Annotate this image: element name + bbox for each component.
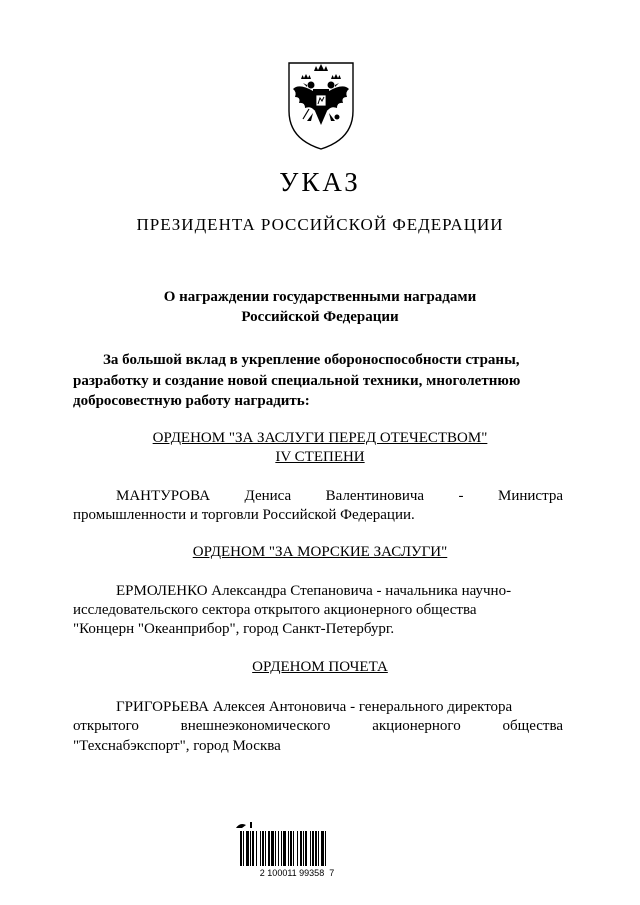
award-heading: ОРДЕНОМ "ЗА МОРСКИЕ ЗАСЛУГИ" xyxy=(192,544,448,560)
preamble-line: разработку и создание новой специальной техники, многолетнюю xyxy=(73,373,521,389)
preamble-line: За большой вклад в укрепление обороноспособности страны, xyxy=(103,352,520,368)
preamble-line: добросовестную работу наградить: xyxy=(73,393,310,409)
awardee-line: "Концерн "Океанприбор", город Санкт-Петербург. xyxy=(73,621,395,637)
awardee-line: исследовательского сектора открытого акционерного общества xyxy=(73,602,477,618)
awardee-line xyxy=(73,716,563,736)
barcode-bars-icon xyxy=(232,818,362,868)
subject-line: О награждении государственными наградами xyxy=(163,289,477,305)
awardee-word: Министра xyxy=(498,488,563,504)
award-heading: ОРДЕНОМ "ЗА ЗАСЛУГИ ПЕРЕД ОТЕЧЕСТВОМ" xyxy=(152,430,488,446)
subject-line: Российской Федерации xyxy=(241,309,399,325)
awardee-line: ГРИГОРЬЕВА Алексея Антоновича - генерального директора xyxy=(116,699,513,715)
award-heading-degree: IV СТЕПЕНИ xyxy=(275,449,365,465)
issuer-title: ПРЕЗИДЕНТА РОССИЙСКОЙ ФЕДЕРАЦИИ xyxy=(136,215,504,234)
awardee-word: открытого xyxy=(73,718,139,734)
awardee-word: МАНТУРОВА xyxy=(116,488,211,504)
decree-subject xyxy=(0,287,640,327)
awardee-word: внешнеэкономического xyxy=(180,718,331,734)
barcode xyxy=(232,818,362,882)
awardee-word: Дениса xyxy=(244,488,292,504)
document-type-title: УКАЗ xyxy=(279,167,361,197)
award-heading: ОРДЕНОМ ПОЧЕТА xyxy=(252,659,388,675)
awardee-line: ЕРМОЛЕНКО Александра Степановича - начальника научно- xyxy=(116,583,512,599)
awardee-line: промышленности и торговли Российской Федерации. xyxy=(73,507,415,523)
awardee-word: Валентиновича xyxy=(325,488,425,504)
coat-of-arms-icon xyxy=(283,59,359,151)
awardee-word: - xyxy=(458,488,464,504)
awardee-line: "Техснабэкспорт", город Москва xyxy=(73,738,281,754)
awardee-word: общества xyxy=(502,718,563,734)
awardee-line xyxy=(116,486,563,506)
awardee-word: акционерного xyxy=(372,718,461,734)
barcode-number: 2 100011 99358 7 xyxy=(259,868,335,878)
